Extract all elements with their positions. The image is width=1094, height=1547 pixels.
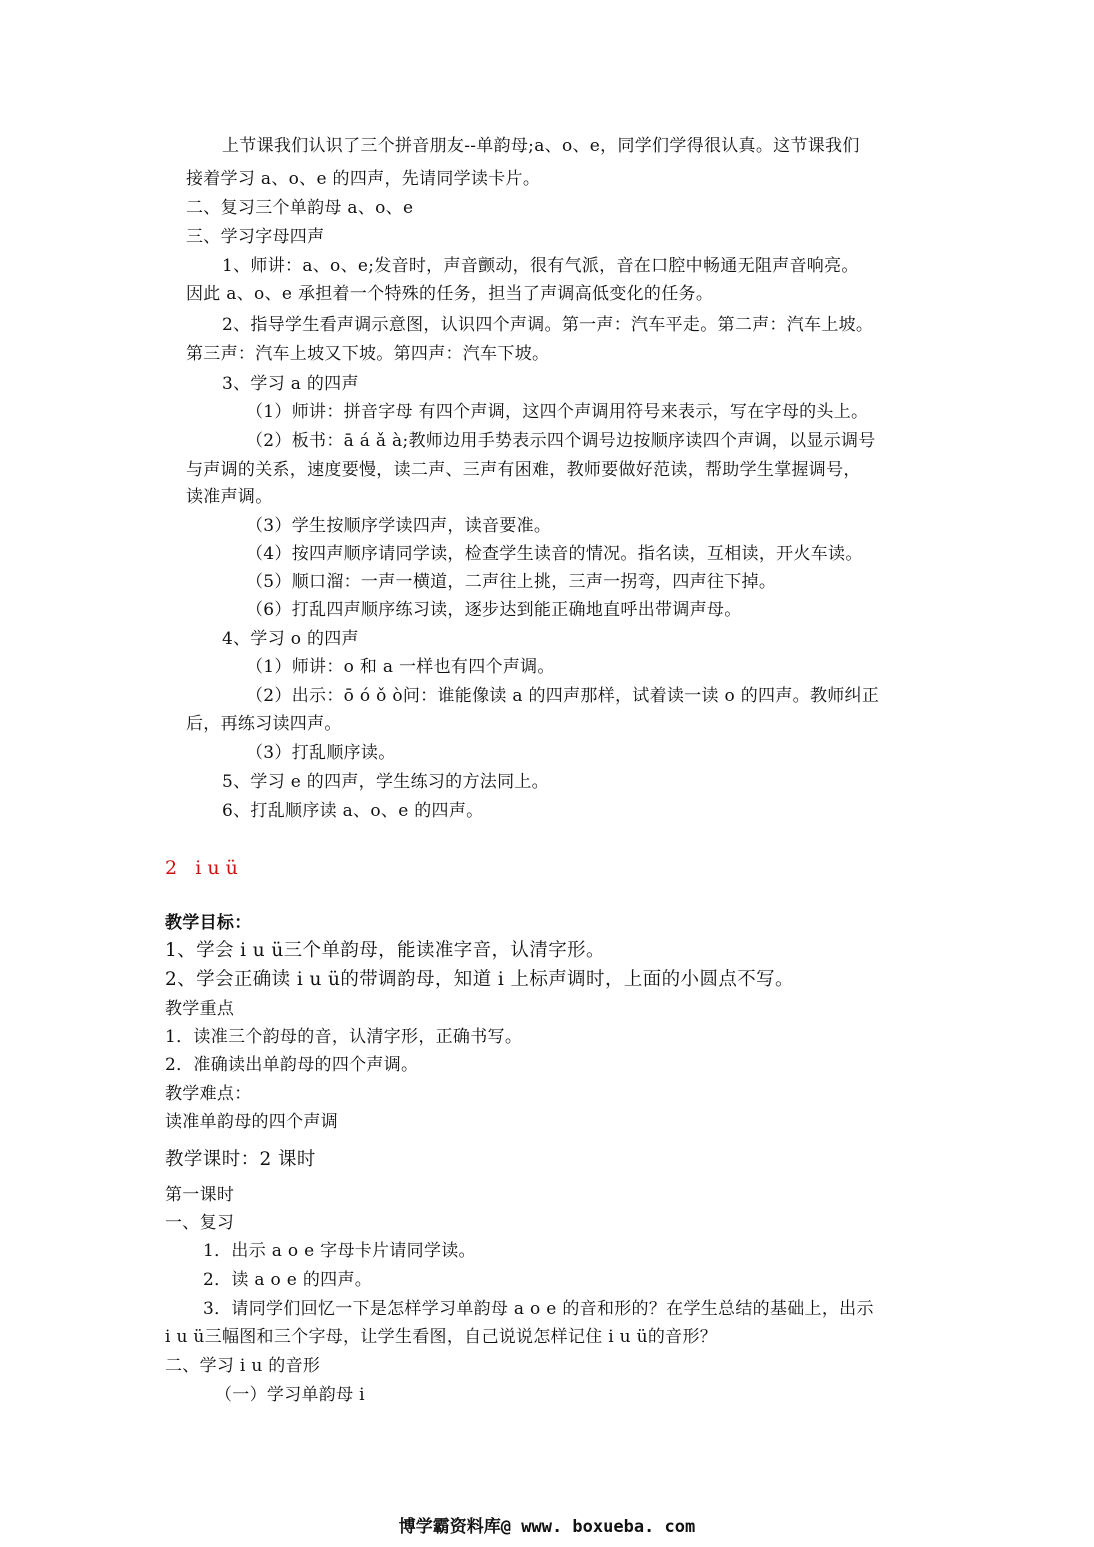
para-4-heading: 4、学习 o 的四声 [222, 629, 359, 649]
learn-item-1: （一）学习单韵母 i [215, 1385, 365, 1405]
difficulty-1: 读准单韵母的四个声调 [165, 1112, 338, 1132]
first-lesson: 第一课时 [165, 1185, 235, 1205]
para-5: 5、学习 e 的四声，学生练习的方法同上。 [222, 772, 549, 792]
intro-line-1: 上节课我们认识了三个拼音朋友--单韵母;a、o、e，同学们学得很认真。这节课我们 [222, 136, 860, 156]
learn-heading: 二、学习 i u 的音形 [165, 1356, 321, 1376]
para-1-line-2: 因此 a、o、e 承担着一个特殊的任务，担当了声调高低变化的任务。 [186, 284, 714, 304]
goal-2: 2、学会正确读 i u ü的带调韵母，知道 i 上标声调时，上面的小圆点不写。 [165, 969, 794, 990]
difficulty-heading: 教学难点： [165, 1084, 252, 1104]
key-2: 2．准确读出单韵母的四个声调。 [165, 1055, 419, 1075]
class-hours: 教学课时：2 课时 [165, 1149, 316, 1170]
para-3-item-3: （3）学生按顺序学读四声，读音要准。 [246, 516, 552, 536]
para-4-item-2-line-2: 后，再练习读四声。 [186, 714, 342, 734]
para-4-item-1: （1）师讲：o 和 a 一样也有四个声调。 [246, 657, 555, 677]
para-4-item-3: （3）打乱顺序读。 [246, 743, 396, 763]
para-3-item-6: （6）打乱四声顺序练习读，逐步达到能正确地直呼出带调声母。 [246, 600, 742, 620]
review-1: 1．出示 a o e 字母卡片请同学读。 [203, 1241, 476, 1261]
heading-review-vowels: 二、复习三个单韵母 a、o、e [186, 198, 414, 218]
goal-heading: 教学目标： [165, 913, 252, 933]
para-3-item-4: （4）按四声顺序请同学读，检查学生读音的情况。指名读，互相读，开火车读。 [246, 544, 863, 564]
para-3-item-2-line-1: （2）板书：ā á ǎ à;教师边用手势表示四个调号边按顺序读四个声调，以显示调号 [246, 431, 876, 451]
para-4-item-2-line-1: （2）出示：ō ó ǒ ò问：谁能像读 a 的四声那样，试着读一读 o 的四声。教师纠正 [246, 686, 880, 706]
footer-brand: 博学霸资料库 [398, 1517, 501, 1537]
footer-url[interactable]: @ www. boxueba. com [500, 1517, 696, 1537]
lesson-title: 2 i u ü [165, 857, 238, 879]
para-6: 6、打乱顺序读 a、o、e 的四声。 [222, 801, 484, 821]
intro-line-2: 接着学习 a、o、e 的四声，先请同学读卡片。 [186, 169, 541, 189]
para-3-item-2-line-2: 与声调的关系，速度要慢，读二声、三声有困难，教师要做好范读，帮助学生掌握调号， [186, 460, 861, 480]
para-2-line-1: 2、指导学生看声调示意图，认识四个声调。第一声：汽车平走。第二声：汽车上坡。 [222, 315, 874, 335]
review-3-line-2: i u ü三幅图和三个字母，让学生看图，自己说说怎样记住 i u ü的音形？ [165, 1327, 718, 1347]
key-1: 1．读准三个韵母的音，认清字形，正确书写。 [165, 1027, 523, 1047]
footer-watermark [0, 1512, 1094, 1537]
goal-1: 1、学会 i u ü三个单韵母，能读准字音，认清字形。 [165, 940, 605, 961]
para-2-line-2: 第三声：汽车上坡又下坡。第四声：汽车下坡。 [186, 344, 550, 364]
review-2: 2．读 a o e 的四声。 [203, 1270, 373, 1290]
review-heading: 一、复习 [165, 1213, 235, 1233]
para-3-heading: 3、学习 a 的四声 [222, 374, 359, 394]
para-1-line-1: 1、师讲：a、o、e;发音时，声音颤动，很有气派，音在口腔中畅通无阻声音响亮。 [222, 256, 859, 276]
para-3-item-2-line-3: 读准声调。 [186, 487, 273, 507]
review-3-line-1: 3．请同学们回忆一下是怎样学习单韵母 a o e 的音和形的？在学生总结的基础上，出示 [203, 1299, 874, 1319]
para-3-item-5: （5）顺口溜：一声一横道，二声往上挑，三声一拐弯，四声往下掉。 [246, 572, 777, 592]
key-heading: 教学重点 [165, 999, 235, 1019]
para-3-item-1: （1）师讲：拼音字母 有四个声调，这四个声调用符号来表示，写在字母的头上。 [246, 402, 869, 422]
heading-learn-tones: 三、学习字母四声 [186, 227, 325, 247]
